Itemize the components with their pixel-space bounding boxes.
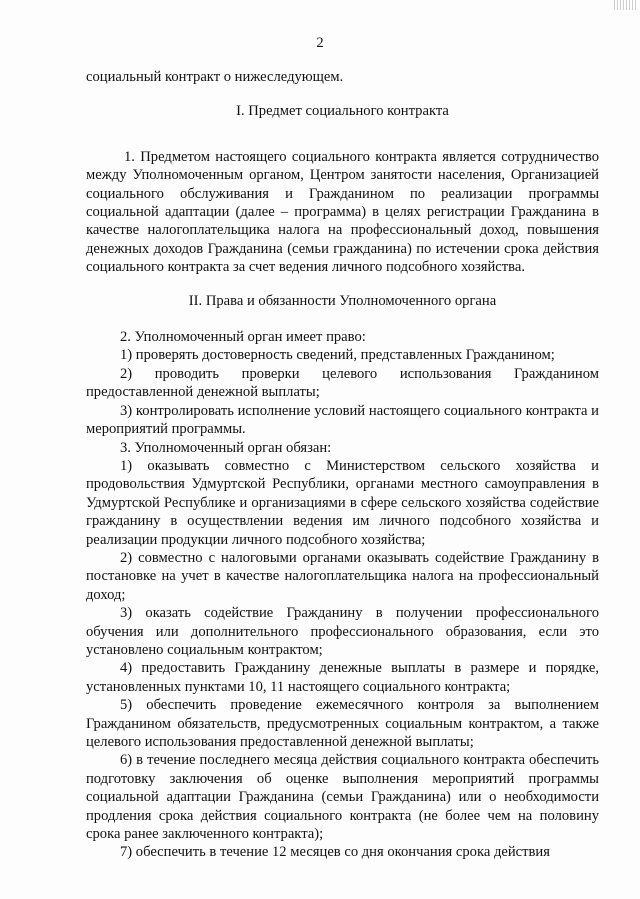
paragraph: 2) проводить проверки целевого использования Гражданином предоставленной денежной выплаты; <box>86 365 599 401</box>
intro-line: социальный контракт о нижеследующем. <box>86 69 344 85</box>
paragraph: 6) в течение последнего месяца действия социального контракта обеспечить подготовку заключения об оценке выполнения мероприятий программы социальной адаптации Гражданина (семьи Гражданина) или о необходимости продления срока действия социального контракта (не более чем на половину срока ранее заключенного контракта); <box>86 752 599 843</box>
paragraph: 1) проверять достоверность сведений, представленных Гражданином; <box>120 347 555 364</box>
paragraph: 3) оказать содействие Гражданину в получении профессионального обучения или дополнительного профессионального образования, если это установлено социальным контрактом; <box>86 605 599 658</box>
section-1-title: I. Предмет социального контракта <box>236 103 449 120</box>
scan-mark <box>614 0 636 10</box>
paragraph: 1) оказывать совместно с Министерством сельского хозяйства и продовольствия Удмуртской Республики, органами местного самоуправления в Удмуртской Республике и организациями в сфере сельского хозяйства содействие гражданину в осуществлении ведения им личного подсобного хозяйства и реализации продукции личного подсобного хозяйства; <box>86 457 599 548</box>
section-2-title: II. Права и обязанности Уполномоченного органа <box>188 292 497 309</box>
paragraph: 1. Предметом настоящего социального контракта является сотрудничество между Уполномоченным органом, Центром занятости населения, Организацией социального обслуживания и Гражданином по реализации программы социальной адаптации (далее – программа) в целях регистрации Гражданина в качестве налогоплательщика налога на профессиональный доход, повышения денежных доходов Гражданина (семьи гражданина) по истечении срока действия социального контракта за счет ведения личного подсобного хозяйства. <box>86 148 599 276</box>
paragraph: 2. Уполномоченный орган имеет право: <box>120 329 366 346</box>
paragraph: 3) контролировать исполнение условий настоящего социального контракта и мероприятий программы. <box>86 402 599 438</box>
paragraph: 5) обеспечить проведение ежемесячного контроля за выполнением Гражданином обязательств, предусмотренных социальным контрактом, а также целевого использования предоставленной денежной выплаты; <box>86 697 599 750</box>
page-number: 2 <box>316 35 324 51</box>
paragraph: 3. Уполномоченный орган обязан: <box>120 439 332 456</box>
paragraph: 7) обеспечить в течение 12 месяцев со дня окончания срока действия <box>120 844 550 861</box>
paragraph: 4) предоставить Гражданину денежные выплаты в размере и порядке, установленных пунктами 10, 11 настоящего социального контракта; <box>86 660 599 695</box>
document-body <box>86 68 599 862</box>
paragraph: 2) совместно с налоговыми органами оказывать содействие Гражданину в постановке на учет в качестве налогоплательщика налога на профессиональный доход; <box>86 549 599 603</box>
